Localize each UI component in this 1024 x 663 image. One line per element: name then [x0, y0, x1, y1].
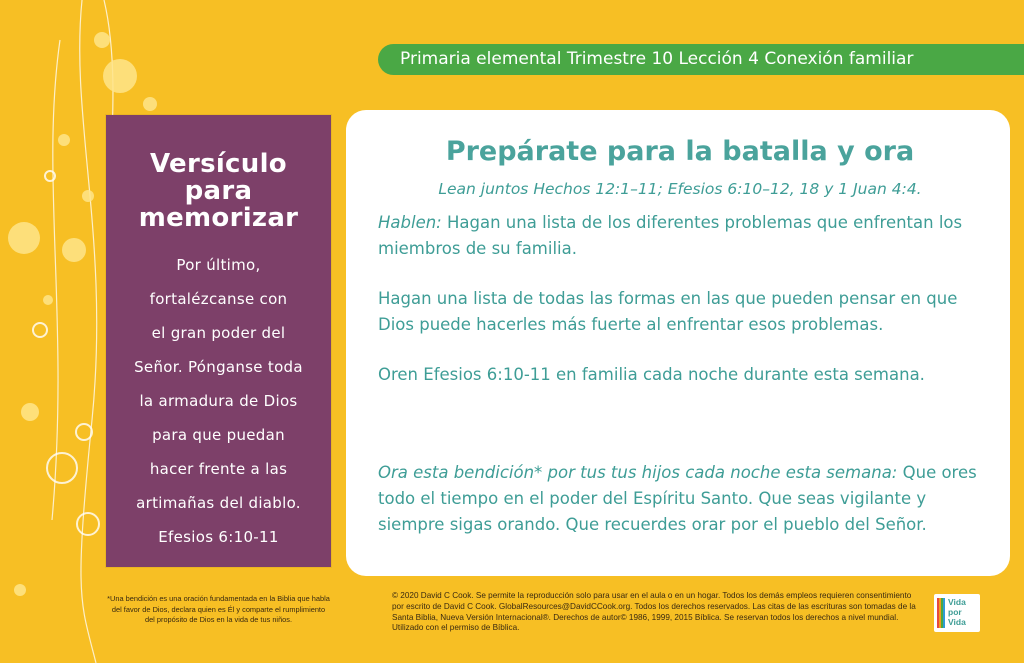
activity-card	[346, 110, 1010, 576]
memory-verse-heading-line: memorizar	[138, 203, 299, 233]
memory-verse-line: Por último,	[176, 256, 261, 274]
memory-verse-heading-line: para	[184, 176, 253, 206]
memory-verse-card	[106, 115, 331, 567]
memory-verse-line: artimañas del diablo.	[136, 494, 301, 512]
memory-verse-line: la armadura de Dios	[139, 392, 298, 410]
logo-stripes-icon	[937, 598, 945, 628]
memory-verse-reference: Efesios 6:10-11	[158, 528, 279, 546]
lesson-header-bar: Primaria elemental Trimestre 10 Lección 4 Conexión familiar	[378, 44, 1024, 75]
logo-text	[948, 597, 966, 627]
talk-label: Hablen:	[378, 213, 442, 232]
memory-verse-line: el gran poder del	[151, 324, 286, 342]
memory-verse-line: hacer frente a las	[149, 460, 288, 478]
list-paragraph: Hagan una lista de todas las formas en las que pueden pensar en que Dios puede hacerles más fuerte al enfrentar esos problemas.	[378, 289, 958, 334]
memory-verse-heading-line: Versículo	[150, 149, 287, 179]
reading-reference: Lean juntos Hechos 12:1–11; Efesios 6:10–12, 18 y 1 Juan 4:4.	[438, 180, 922, 198]
blessing-text: Que ores todo el tiempo en el poder del Espíritu Santo. Que seas vigilante y siempre sigas orando. Que recuerdes orar por el pueblo del Señor.	[378, 463, 977, 534]
logo-word: por	[948, 607, 962, 617]
blessing-footnote: *Una bendición es una oración fundamentada en la Biblia que habla del favor de Dios, declara quien es Él y comparte el rumplimiento del propósito de Dios en la vida de tus niños.	[107, 594, 330, 624]
vida-por-vida-logo	[934, 594, 980, 632]
logo-word: Vida	[948, 597, 966, 607]
memory-verse-line: fortalézcanse con	[149, 290, 288, 308]
talk-paragraph	[378, 210, 982, 262]
memory-verse-text	[128, 248, 309, 554]
memory-verse-line: para que puedan	[152, 426, 285, 444]
activity-title: Prepárate para la batalla y ora	[445, 136, 915, 167]
pray-paragraph: Oren Efesios 6:10-11 en familia cada noche durante esta semana.	[378, 365, 925, 384]
blessing-paragraph	[378, 460, 982, 538]
copyright-notice: © 2020 David C Cook. Se permite la reproducción solo para usar en el aula o en un hogar. Todos los demás empleos requieren consentimiento por escrito de David C Cook. GlobalResources@DavidCCook.org. Todos los derechos reservados. Las citas de las escrituras son tomadas de la Santa Biblia, Nueva Versión Internacional®. Derechos de autor© 1986, 1999, 2015 Bíblica. Se reservan todos los derechos a nivel mundial. Utilizado con el permiso de Bíblica.	[392, 591, 916, 633]
blessing-label: Ora esta bendición* por tus tus hijos cada noche esta semana:	[378, 463, 898, 482]
memory-verse-line: Señor. Pónganse toda	[134, 358, 303, 376]
talk-text: Hagan una lista de los diferentes problemas que enfrentan los miembros de su familia.	[378, 213, 963, 258]
memory-verse-heading	[116, 151, 321, 232]
logo-word: Vida	[948, 617, 966, 627]
